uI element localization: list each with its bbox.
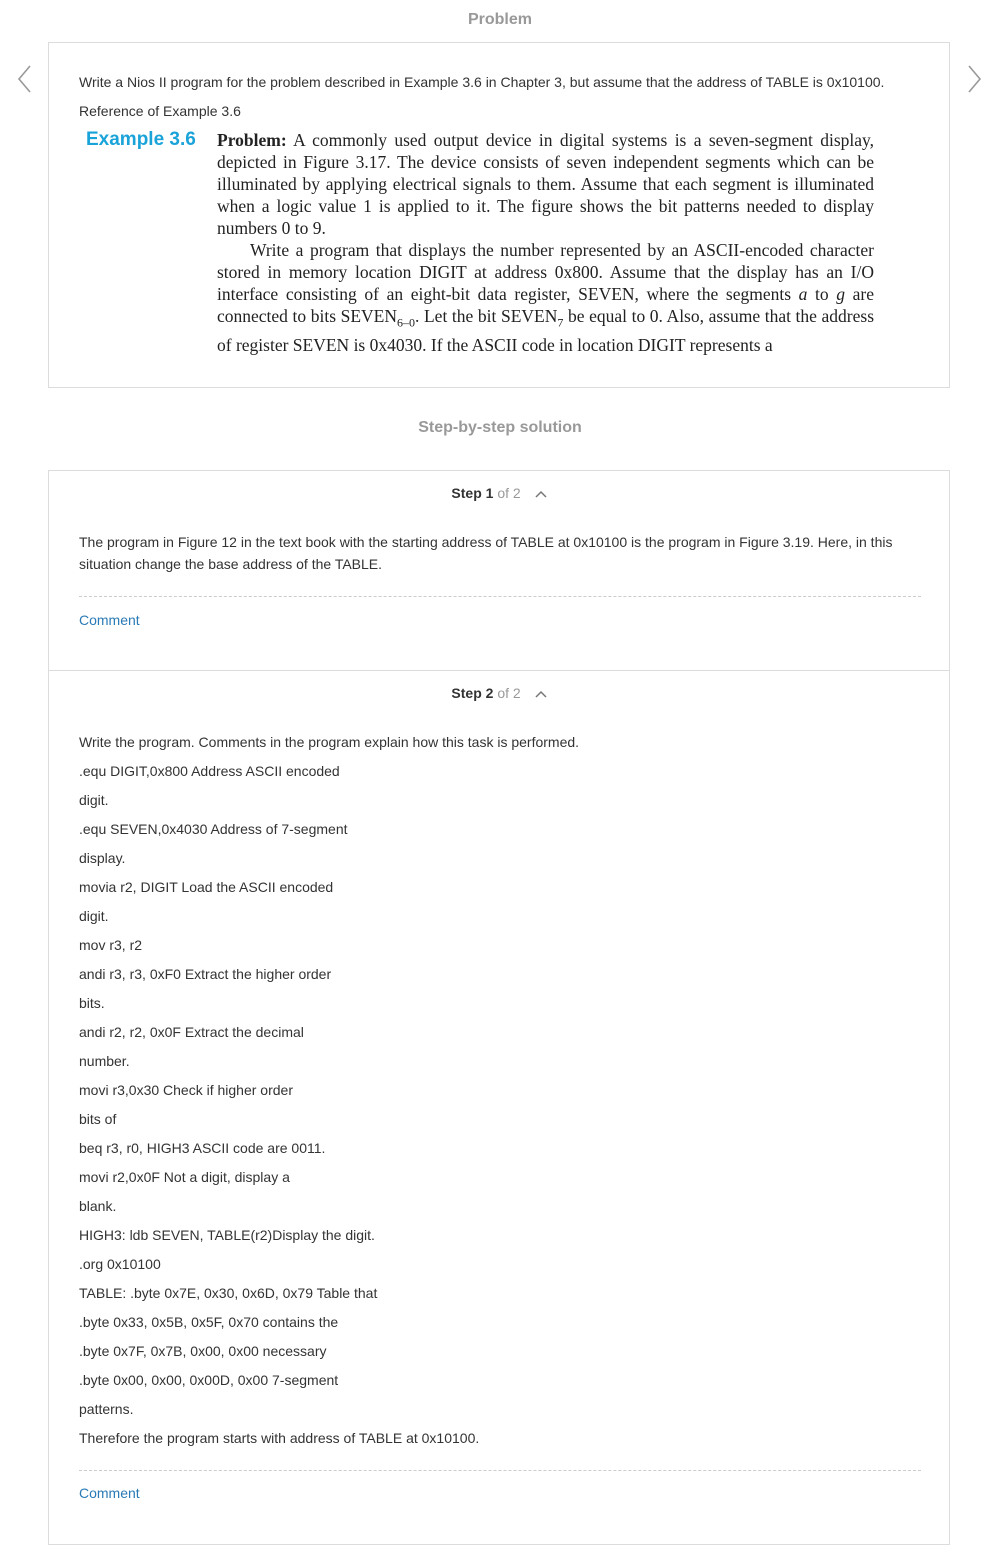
program-line: .byte 0x33, 0x5B, 0x5F, 0x70 contains the [79, 1314, 339, 1330]
step-2-number: 2 [485, 685, 494, 701]
step-2-of: of 2 [497, 685, 521, 701]
step-1-word: Step [451, 485, 482, 501]
reference-label: Reference of Example 3.6 [79, 103, 241, 119]
step-1-header[interactable] [49, 485, 949, 501]
problem-heading: Problem [467, 11, 532, 28]
problem-statement: Write a Nios II program for the problem described in Example 3.6 in Chapter 3, but assume that the address of TABLE is 0x10100. [79, 74, 885, 90]
program-line: digit. [79, 792, 109, 808]
segment-g: g [836, 284, 846, 304]
program-line: Therefore the program starts with address of TABLE at 0x10100. [79, 1430, 480, 1446]
program-line: bits of [79, 1111, 117, 1127]
problem-card [48, 42, 950, 388]
divider [79, 596, 921, 597]
subscript-7: 7 [557, 315, 564, 330]
para2-part-d: be equal to 0. Also, assume that the address of register SEVEN is 0x4030. If the ASCII code in location DIGIT represents a [217, 306, 875, 355]
program-line: .byte 0x00, 0x00, 0x00D, 0x00 7-segment [79, 1372, 339, 1388]
step-2-header[interactable] [49, 685, 949, 701]
segment-a: a [798, 284, 808, 304]
program-line: mov r3, r2 [79, 937, 143, 953]
step-2-card [48, 670, 950, 1545]
step-1-number: 1 [485, 485, 494, 501]
next-arrow-icon[interactable] [964, 64, 984, 94]
program-line: andi r2, r2, 0x0F Extract the decimal [79, 1024, 304, 1040]
program-line: Write the program. Comments in the program explain how this task is performed. [79, 734, 580, 750]
step-1-of: of 2 [497, 485, 521, 501]
example-paragraph-1: A commonly used output device in digital systems is a seven-segment display, depicted in Figure 3.17. The device consists of seven independent segments which can be illuminated by applying electrical signals to them. Assume that each segment is illuminated when a logic value 1 is applied to it. The figure shows the bit patterns needed to display numbers 0 to 9. [217, 130, 874, 238]
program-line: display. [79, 850, 126, 866]
program-line: .org 0x10100 [79, 1256, 161, 1272]
program-line: patterns. [79, 1401, 134, 1417]
program-line: andi r3, r3, 0xF0 Extract the higher order [79, 966, 332, 982]
program-line: TABLE: .byte 0x7E, 0x30, 0x6D, 0x79 Table that [79, 1285, 378, 1301]
program-line: movia r2, DIGIT Load the ASCII encoded [79, 879, 334, 895]
chevron-up-icon[interactable] [535, 690, 547, 698]
previous-arrow-icon[interactable] [15, 64, 35, 94]
subscript-6-0: 6–0 [397, 315, 416, 330]
program-line: .equ SEVEN,0x4030 Address of 7-segment [79, 821, 348, 837]
chevron-up-icon[interactable] [535, 490, 547, 498]
program-line: number. [79, 1053, 130, 1069]
program-line: bits. [79, 995, 105, 1011]
program-line: digit. [79, 908, 109, 924]
para2-to: to [815, 284, 829, 304]
step-1-card [48, 470, 950, 671]
divider [79, 1470, 921, 1471]
example-body [217, 129, 874, 356]
example-paragraph-2 [217, 239, 874, 356]
para2-part-a: Write a program that displays the number represented by an ASCII-encoded character stored in memory location DIGIT at address 0x800. Assume that the display has an I/O interface consisting of an eight-bit data register, SEVEN, where the segments [217, 240, 874, 304]
para2-part-c: . Let the bit SEVEN [415, 306, 558, 326]
program-line: blank. [79, 1198, 117, 1214]
program-line: HIGH3: ldb SEVEN, TABLE(r2)Display the digit. [79, 1227, 375, 1243]
program-line: beq r3, r0, HIGH3 ASCII code are 0011. [79, 1140, 326, 1156]
para2-part-b: are connected to bits SEVEN [217, 284, 875, 326]
program-line: .byte 0x7F, 0x7B, 0x00, 0x00 necessary [79, 1343, 327, 1359]
example-label: Example 3.6 [86, 129, 196, 150]
program-line: .equ DIGIT,0x800 Address ASCII encoded [79, 763, 340, 779]
step-2-word: Step [451, 685, 482, 701]
solution-heading: Step-by-step solution [418, 419, 582, 436]
program-line: movi r3,0x30 Check if higher order [79, 1082, 293, 1098]
program-line: movi r2,0x0F Not a digit, display a [79, 1169, 290, 1185]
step-1-text: The program in Figure 12 in the text book with the starting address of TABLE at 0x10100 is the program in Figure 3.19. Here, in this situation change the base address of the TABLE. [79, 534, 893, 572]
step-1-comment-link[interactable]: Comment [79, 612, 140, 628]
step-2-comment-link[interactable]: Comment [79, 1485, 140, 1501]
example-problem-label: Problem: [217, 130, 287, 150]
